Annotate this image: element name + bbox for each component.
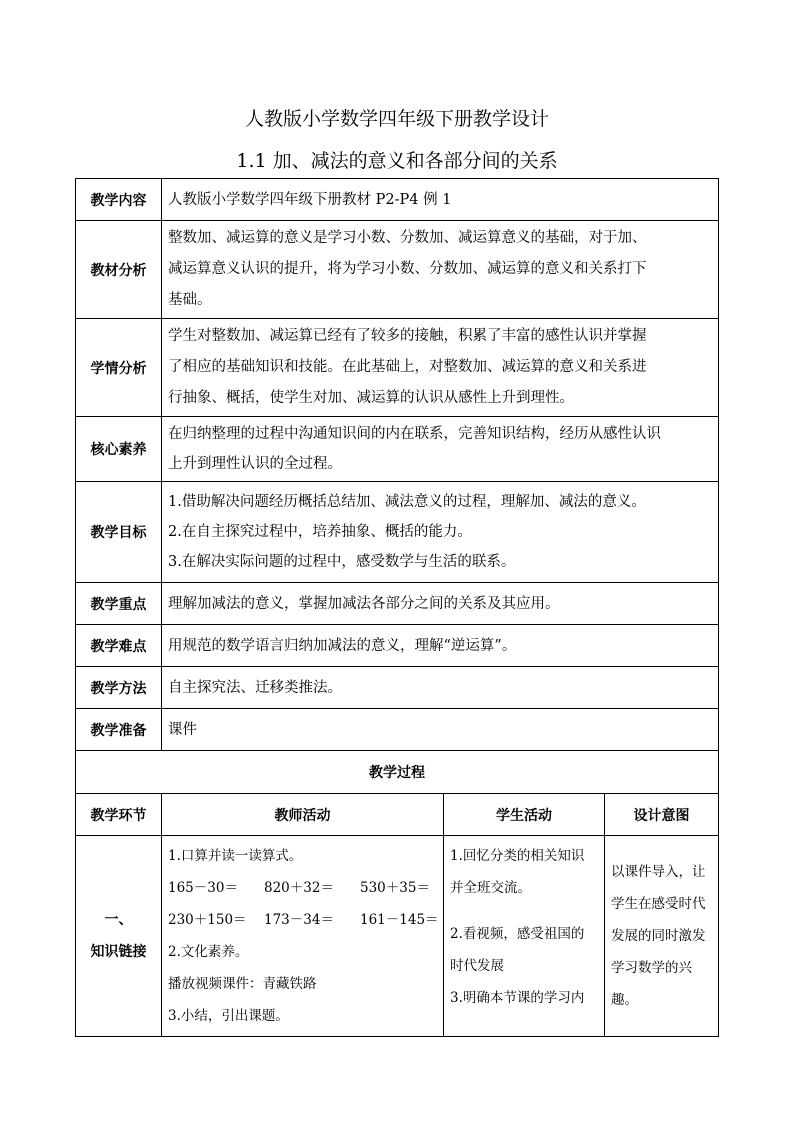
student-activity [444, 836, 605, 1037]
equation: 165－30＝ [168, 880, 238, 896]
goal-item: 1.借助解决问题经历概括总结加、减法意义的过程，理解加、减法的意义。 [168, 494, 646, 510]
stage-cell [76, 836, 162, 1037]
equation: 161－145＝ [360, 912, 439, 928]
value-method: 自主探究法、迁移类推法。 [162, 667, 719, 709]
value-prep: 课件 [162, 709, 719, 751]
label-difficulty: 教学难点 [76, 625, 162, 667]
goal-item: 2.在自主探究过程中，培养抽象、概括的能力。 [168, 524, 472, 540]
row-content [76, 179, 719, 221]
spacer [450, 904, 598, 918]
header-stage: 教学环节 [76, 794, 162, 836]
header-teacher: 教师活动 [162, 794, 444, 836]
equation: 530＋35＝ [360, 880, 430, 896]
student-line: 1.回忆分类的相关知识 [450, 848, 585, 864]
value-key: 理解加减法的意义，掌握加减法各部分之间的关系及其应用。 [162, 583, 719, 625]
header-intent: 设计意图 [605, 794, 719, 836]
intent-line: 学生在感受时代 [611, 896, 706, 912]
equation: 230＋150＝ [168, 912, 247, 928]
label-prep: 教学准备 [76, 709, 162, 751]
intent-line: 以课件导入，让 [611, 864, 706, 880]
teacher-video: 播放视频课件：青藏铁路 [168, 976, 317, 992]
value-students [162, 319, 719, 417]
row-stage-1 [76, 836, 719, 1037]
students-line: 行抽象、概括，使学生对加、减运算的认识从感性上升到理性。 [168, 390, 574, 406]
lesson-subtitle: 1.1 加、减法的意义和各部分间的关系 [236, 150, 558, 172]
students-line: 学生对整数加、减运算已经有了较多的接触，积累了丰富的感性认识并掌握 [168, 328, 647, 344]
intent-line: 趣。 [611, 992, 638, 1008]
student-line: 2.看视频，感受祖国的 [450, 926, 585, 942]
row-method [76, 667, 719, 709]
intent-line: 发展的同时激发 [611, 928, 706, 944]
student-line: 3.明确本节课的学习内 [450, 990, 585, 1006]
row-key [76, 583, 719, 625]
literacy-line: 在归纳整理的过程中沟通知识间的内在联系，完善知识结构，经历从感性认识 [168, 426, 661, 442]
equation: 820＋32＝ [264, 880, 334, 896]
label-literacy: 核心素养 [76, 417, 162, 482]
student-line: 时代发展 [450, 958, 504, 974]
label-key: 教学重点 [76, 583, 162, 625]
material-line: 整数加、减运算的意义是学习小数、分数加、减运算意义的基础，对于加、 [168, 230, 647, 246]
value-literacy [162, 417, 719, 482]
students-line: 了相应的基础知识和技能。在此基础上，对整数加、减运算的意义和关系进 [168, 359, 647, 375]
equations-row-1 [168, 872, 437, 904]
student-line: 并全班交流。 [450, 880, 531, 896]
row-students [76, 319, 719, 417]
lesson-plan-table [75, 178, 719, 1037]
process-heading: 教学过程 [76, 751, 719, 794]
material-line: 基础。 [168, 292, 212, 308]
design-intent [605, 836, 719, 1037]
row-difficulty [76, 625, 719, 667]
row-prep [76, 709, 719, 751]
teacher-activity [162, 836, 444, 1037]
label-students: 学情分析 [76, 319, 162, 417]
row-process-heading [76, 751, 719, 794]
value-content: 人教版小学数学四年级下册教材 P2-P4 例 1 [162, 179, 719, 221]
material-line: 减运算意义认识的提升，将为学习小数、分数加、减运算的意义和关系打下 [168, 261, 647, 277]
row-material [76, 221, 719, 319]
equations-row-2 [168, 904, 437, 936]
row-process-headers [76, 794, 719, 836]
teacher-item-3: 3.小结，引出课题。 [168, 1008, 289, 1024]
document-title: 人教版小学数学四年级下册教学设计 [244, 108, 549, 130]
label-material: 教材分析 [76, 221, 162, 319]
intent-line: 学习数学的兴 [611, 960, 692, 976]
stage-name: 知识链接 [90, 944, 147, 960]
goal-item: 3.在解决实际问题的过程中，感受数学与生活的联系。 [168, 554, 516, 570]
header-student: 学生活动 [444, 794, 605, 836]
equation: 173－34＝ [264, 912, 334, 928]
label-goals: 教学目标 [76, 482, 162, 583]
teacher-item-2: 2.文化素养。 [168, 944, 249, 960]
label-method: 教学方法 [76, 667, 162, 709]
teacher-item-1: 1.口算并读一读算式。 [168, 848, 303, 864]
stage-number: 一、 [104, 912, 133, 928]
row-literacy [76, 417, 719, 482]
label-content: 教学内容 [76, 179, 162, 221]
value-difficulty: 用规范的数学语言归纳加减法的意义，理解“逆运算”。 [162, 625, 719, 667]
value-material [162, 221, 719, 319]
row-goals [76, 482, 719, 583]
literacy-line: 上升到理性认识的全过程。 [168, 456, 342, 472]
value-goals [162, 482, 719, 583]
